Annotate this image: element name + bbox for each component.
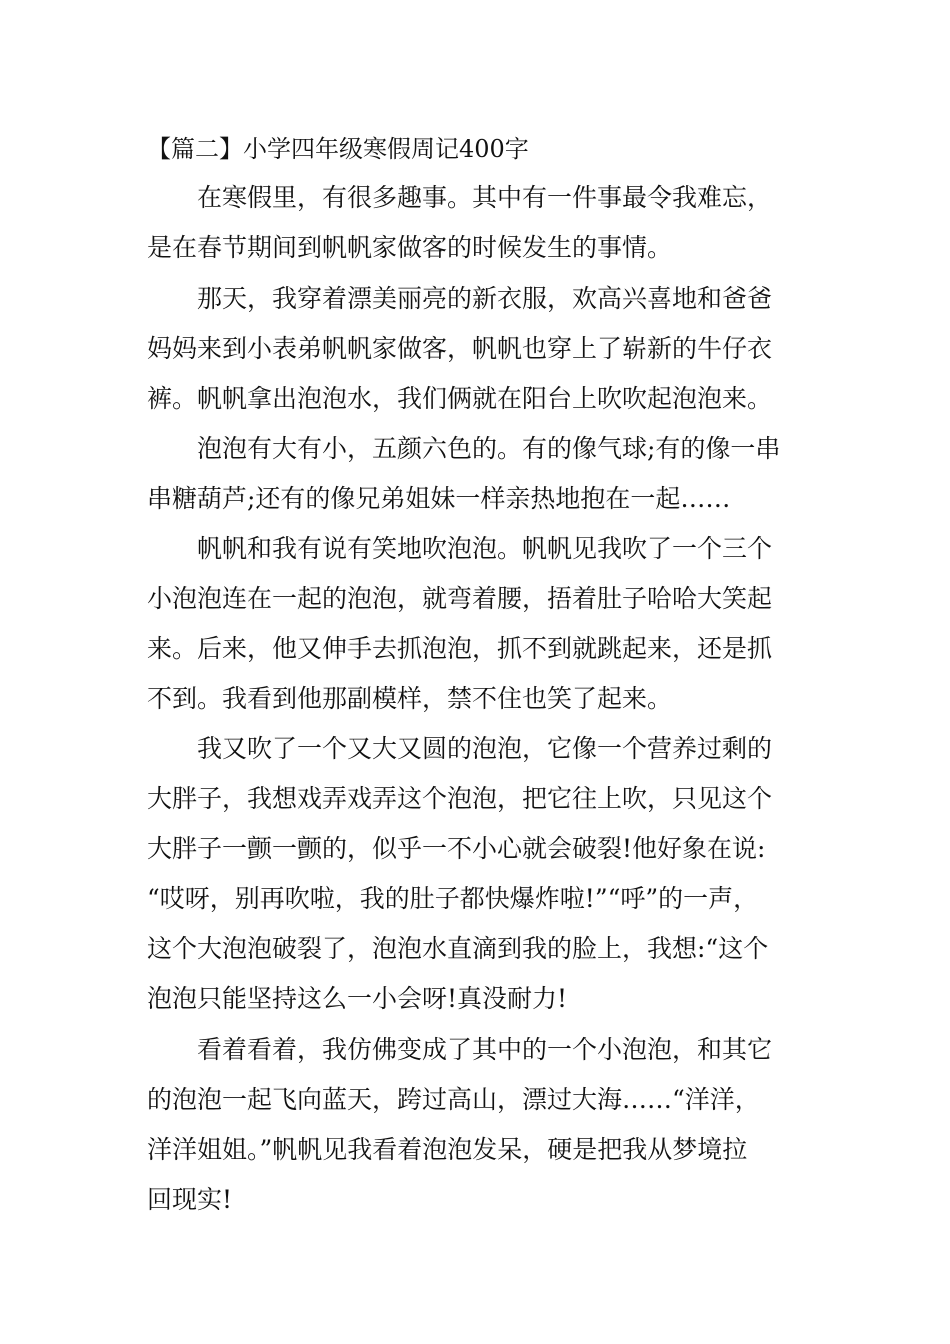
paragraph-5-line-6: 泡泡只能坚持这么一小会呀!真没耐力! — [147, 984, 568, 1013]
paragraph-4-line-2: 小泡泡连在一起的泡泡，就弯着腰，捂着肚子哈哈大笑起 — [147, 584, 773, 613]
paragraph-1-line-1: 在寒假里，有很多趣事。其中有一件事最令我难忘， — [197, 183, 773, 212]
paragraph-6-line-2: 的泡泡一起飞向蓝天，跨过高山，漂过大海……“洋洋， — [147, 1085, 760, 1114]
paragraph-4-line-1: 帆帆和我有说有笑地吹泡泡。帆帆见我吹了一个三个 — [197, 534, 773, 563]
paragraph-5-line-4: “哎呀，别再吹啦，我的肚子都快爆炸啦!”“呼”的一声， — [147, 884, 759, 913]
paragraph-2-line-2: 妈妈来到小表弟帆帆家做客，帆帆也穿上了崭新的牛仔衣 — [147, 334, 773, 363]
paragraph-6-line-3: 洋洋姐姐。”帆帆见我看着泡泡发呆，硬是把我从梦境拉 — [147, 1135, 748, 1164]
document-title: 【篇二】小学四年级寒假周记400字 — [147, 135, 529, 163]
paragraph-6-line-4: 回现实! — [147, 1185, 233, 1214]
paragraph-5-line-3: 大胖子一颤一颤的，似乎一不小心就会破裂!他好象在说: — [147, 834, 766, 863]
paragraph-3-line-1: 泡泡有大有小，五颜六色的。有的像气球;有的像一串 — [197, 434, 781, 463]
paragraph-5-line-2: 大胖子，我想戏弄戏弄这个泡泡，把它往上吹，只见这个 — [147, 784, 773, 813]
paragraph-2-line-1: 那天，我穿着漂美丽亮的新衣服，欢高兴喜地和爸爸 — [197, 284, 773, 313]
paragraph-2-line-3: 裤。帆帆拿出泡泡水，我们俩就在阳台上吹吹起泡泡来。 — [147, 384, 773, 413]
paragraph-1-line-2: 是在春节期间到帆帆家做客的时候发生的事情。 — [147, 233, 673, 262]
paragraph-5-line-5: 这个大泡泡破裂了，泡泡水直滴到我的脸上，我想:“这个 — [147, 934, 769, 963]
paragraph-6-line-1: 看着看着，我仿佛变成了其中的一个小泡泡，和其它 — [197, 1035, 773, 1064]
paragraph-4-line-4: 不到。我看到他那副模样，禁不住也笑了起来。 — [147, 684, 673, 713]
paragraph-3-line-2: 串糖葫芦;还有的像兄弟姐妹一样亲热地抱在一起…… — [147, 484, 731, 513]
paragraph-4-line-3: 来。后来，他又伸手去抓泡泡，抓不到就跳起来，还是抓 — [147, 634, 773, 663]
paragraph-5-line-1: 我又吹了一个又大又圆的泡泡，它像一个营养过剩的 — [197, 734, 773, 763]
